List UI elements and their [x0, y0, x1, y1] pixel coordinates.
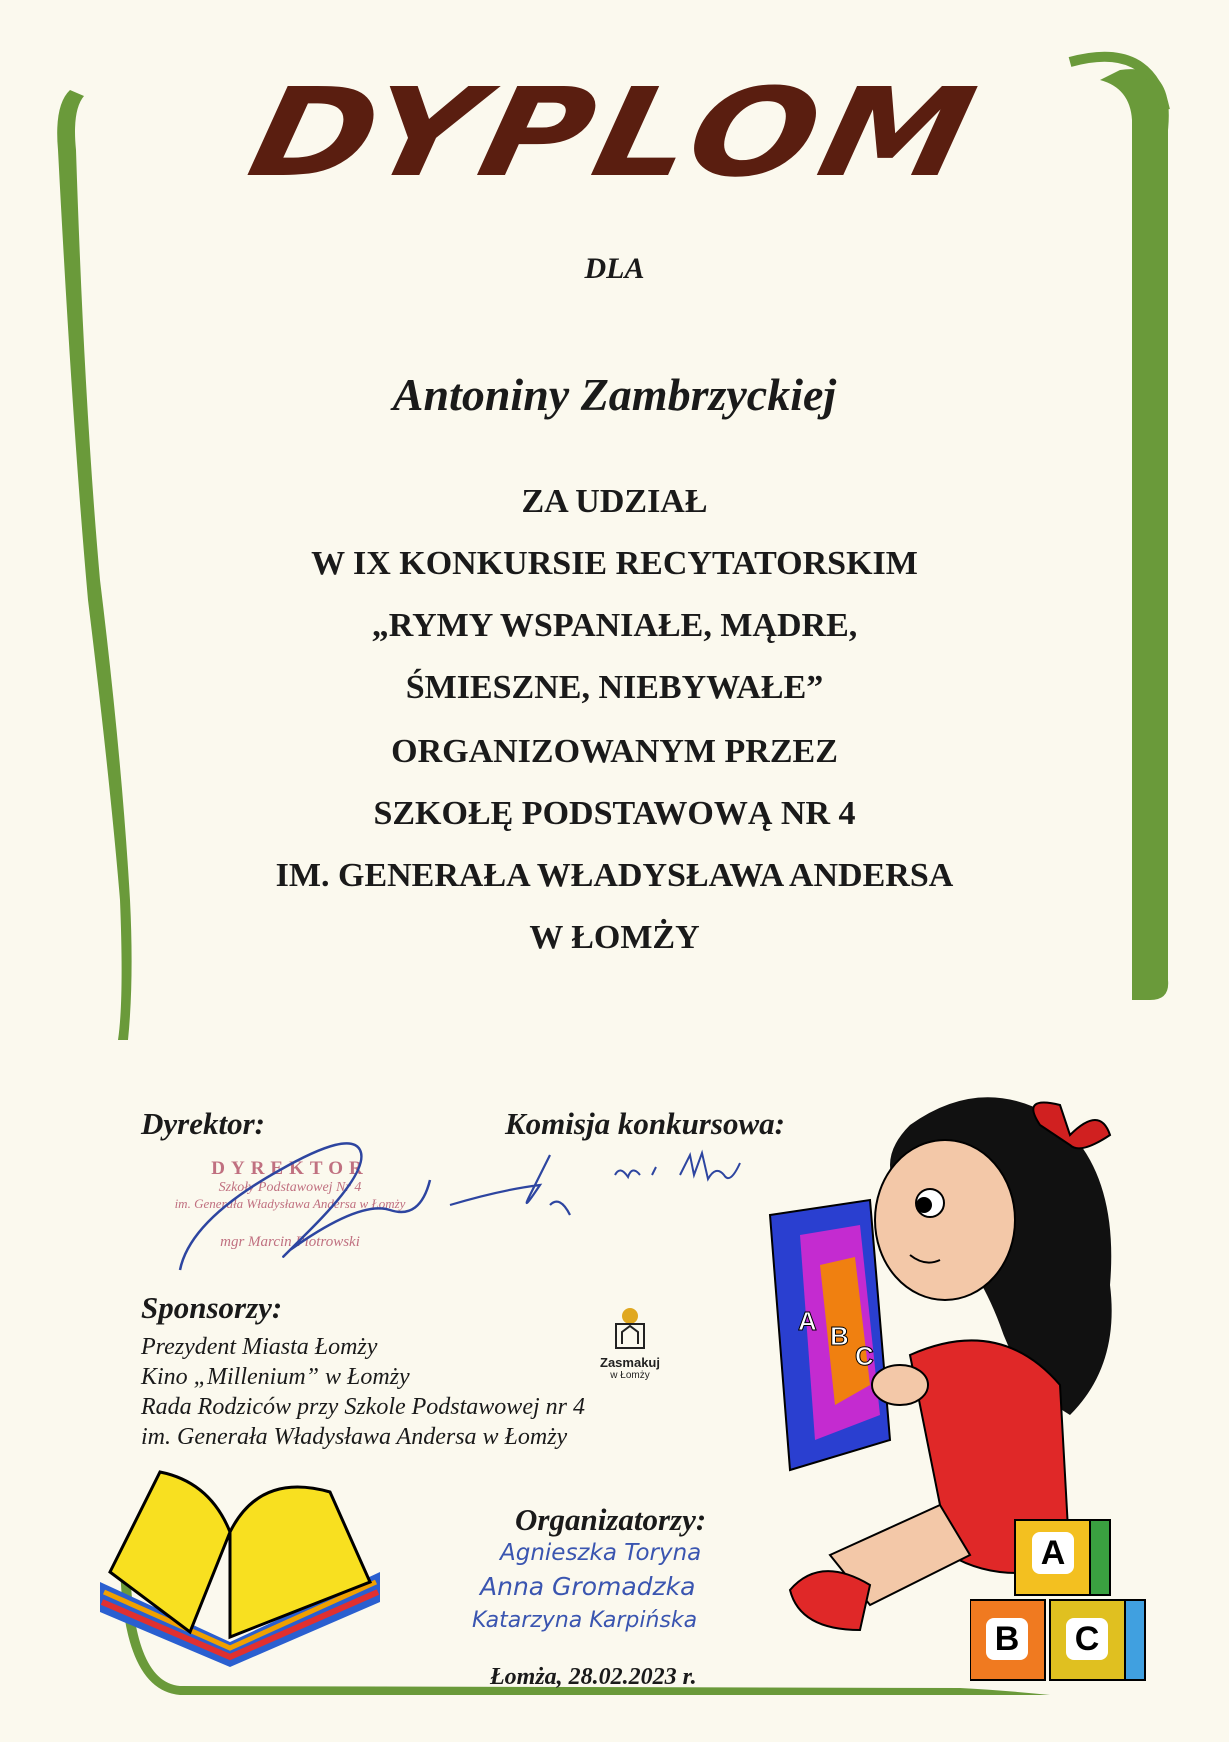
- sponsor-item: Rada Rodziców przy Szkole Podstawowej nr 4: [141, 1394, 585, 1420]
- open-book-icon: [80, 1452, 400, 1682]
- abc-blocks: [970, 1510, 1170, 1710]
- for-label: DLA: [584, 252, 645, 285]
- organizers-label: Organizatorzy:: [515, 1502, 707, 1537]
- body-line: W ŁOMŻY: [529, 919, 700, 956]
- director-label: Dyrektor:: [141, 1106, 265, 1141]
- organizer-signature: Agnieszka Toryna: [500, 1540, 702, 1566]
- logo-sub: w Łomży: [610, 1370, 650, 1381]
- sponsor-item: Prezydent Miasta Łomży: [141, 1334, 378, 1360]
- stamp-title: DYREKTOR: [211, 1158, 369, 1179]
- logo-emblem-icon: [610, 1306, 650, 1350]
- book-letter: A: [798, 1306, 817, 1336]
- body-line: „RYMY WSPANIAŁE, MĄDRE,: [371, 607, 858, 644]
- body-line: ZA UDZIAŁ: [521, 483, 708, 520]
- organizer-signature: Katarzyna Karpińska: [472, 1608, 698, 1633]
- stamp-line: Szkoły Podstawowej Nr 4: [218, 1180, 362, 1195]
- organizer-signature: Anna Gromadzka: [480, 1572, 696, 1601]
- body-line: SZKOŁĘ PODSTAWOWĄ NR 4: [373, 795, 856, 832]
- stamp-line: im. Generała Władysława Andersa w Łomży: [174, 1196, 406, 1211]
- book-letter: B: [830, 1321, 849, 1351]
- stamp-name: mgr Marcin Piotrowski: [220, 1234, 360, 1250]
- sponsor-item: Kino „Millenium” w Łomży: [141, 1364, 410, 1390]
- body-line: IM. GENERAŁA WŁADYSŁAWA ANDERSA: [275, 857, 954, 894]
- recipient-name: Antoniny Zambrzyckiej: [392, 369, 837, 420]
- logo-name: Zasmakuj: [600, 1355, 660, 1370]
- place-date: Łomża, 28.02.2023 r.: [490, 1664, 697, 1690]
- body-line: ŚMIESZNE, NIEBYWAŁE”: [405, 669, 824, 706]
- commission-label: Komisja konkursowa:: [505, 1106, 785, 1141]
- block-letter: C: [1066, 1618, 1108, 1660]
- book-letter: C: [855, 1341, 874, 1371]
- commission-signatures: [440, 1145, 770, 1235]
- body-line: W IX KONKURSIE RECYTATORSKIM: [311, 545, 918, 582]
- director-signature: [160, 1110, 460, 1290]
- diploma-title: DYPLOM: [238, 62, 991, 204]
- block-letter: B: [986, 1618, 1028, 1660]
- body-line: ORGANIZOWANYM PRZEZ: [391, 733, 838, 770]
- zasmakuj-logo: [585, 1306, 675, 1381]
- sponsor-item: im. Generała Władysława Andersa w Łomży: [141, 1424, 568, 1450]
- sponsors-label: Sponsorzy:: [141, 1290, 283, 1325]
- block-letter: A: [1032, 1532, 1074, 1574]
